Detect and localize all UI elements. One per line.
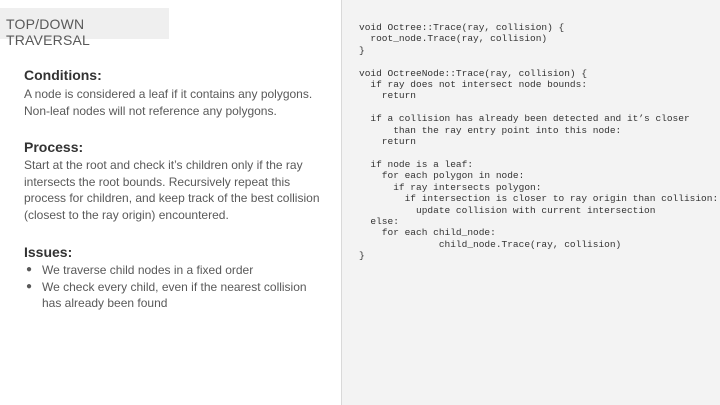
bullet-icon: ● <box>26 280 33 292</box>
bullet-icon: ● <box>26 264 33 275</box>
issue-text: We check every child, even if the nearest collision has already been found <box>42 279 307 310</box>
title-line-1: TOP/DOWN <box>6 16 85 32</box>
issues-list <box>24 262 324 312</box>
issue-text: We traverse child nodes in a fixed order <box>42 263 254 277</box>
slide-title <box>6 16 90 48</box>
list-item <box>24 279 324 312</box>
conditions-heading: Conditions: <box>24 67 102 83</box>
list-item <box>24 262 324 279</box>
title-box <box>0 8 169 48</box>
code-block: void Octree::Trace(ray, collision) { root_node.Trace(ray, collision) } void OctreeNode::Trace(ray, collision) { if ray does not intersect node bounds: return if a collision has already been detected and it’s closer than the ray entry point into this node: return if node is a leaf: for each polygon in node: if ray intersects polygon: if intersection is closer to ray origin than collision: update collision with current intersection else: for each child_node: child_node.Trace(ray, collision) } <box>359 22 719 262</box>
process-text: Start at the root and check it’s children only if the ray intersects the root bounds. Recursively repeat this process for children, and keep track of the best collision (closest to the ray origin) encountered. <box>24 158 320 222</box>
process-heading: Process: <box>24 139 84 155</box>
conditions-text: A node is considered a leaf if it contains any polygons. Non-leaf nodes will not reference any polygons. <box>24 87 313 118</box>
title-line-2: TRAVERSAL <box>6 32 91 48</box>
issues-heading: Issues: <box>24 244 73 260</box>
